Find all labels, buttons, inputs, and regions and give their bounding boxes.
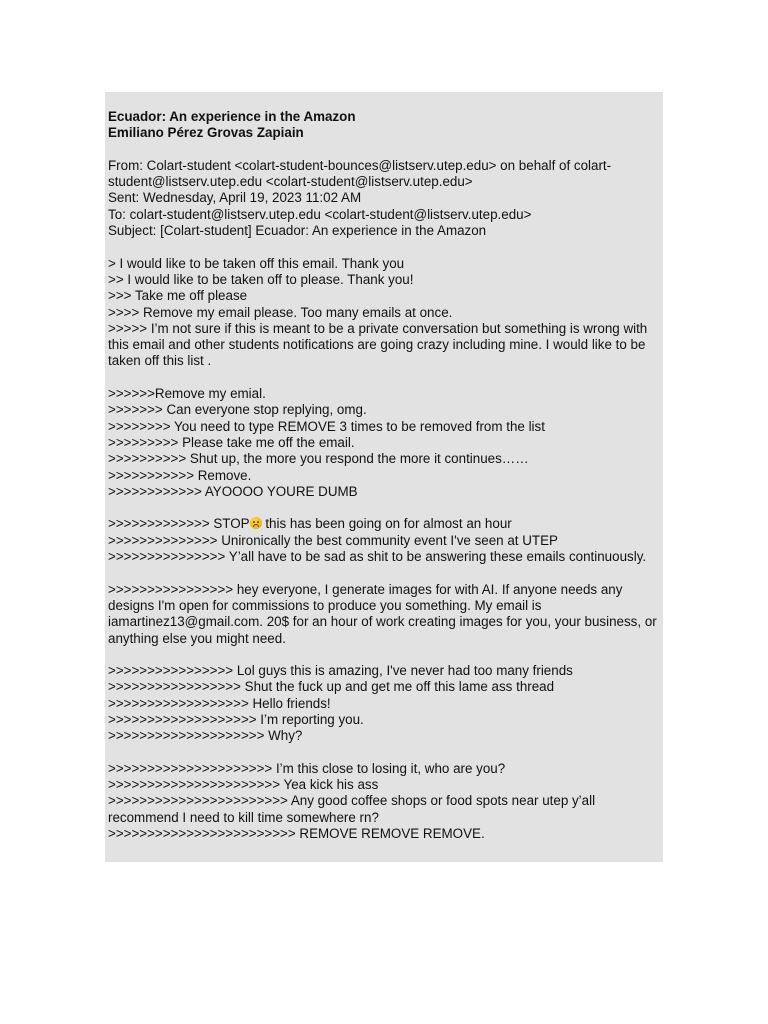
reply-line: >>>>>>>>>>>>>> Unironically the best community event I've seen at UTEP (108, 532, 558, 548)
reply-group-6 (108, 761, 660, 842)
reply-line: >>>>>>>>>>>>>>> Y’all have to be sad as shit to be answering these emails continuously. (108, 549, 647, 565)
reply-line: >>>>>>>>>>>>>>>>>>>>>>>> REMOVE REMOVE REMOVE. (108, 826, 485, 842)
reply-line: >> I would like to be taken off to please. Thank you! (108, 271, 414, 287)
reply-line: >>>>>>>>>> Shut up, the more you respond the more it continues…… (108, 451, 529, 467)
reply-line: >>>>>>>> You need to type REMOVE 3 times to be removed from the list (108, 418, 545, 434)
reply-group-1 (108, 256, 660, 370)
reply-line: > I would like to be taken off this email. Thank you (108, 255, 405, 271)
reply-line: >>>>>>Remove my emial. (108, 386, 266, 402)
reply-line: >>>>>>>>>>>> AYOOOO YOURE DUMB (108, 483, 358, 499)
reply-line: >>>>>>>>>>> Remove. (108, 467, 252, 483)
email-to: To: colart-student@listserv.utep.edu <colart-student@listserv.utep.edu> (108, 206, 532, 222)
email-sent: Sent: Wednesday, April 19, 2023 11:02 AM (108, 190, 362, 206)
email-header (108, 158, 660, 239)
reply-line: >>>>>>> Can everyone stop replying, omg. (108, 402, 367, 418)
document-title: Ecuador: An experience in the Amazon (108, 109, 356, 124)
reply-line: >>>>>>>>>>>>>>>>>>>> Why? (108, 728, 303, 744)
reply-line: >>>>>>>>>>>>>>>>>>>>>> Yea kick his ass (108, 777, 379, 793)
email-from: From: Colart-student <colart-student-bounces@listserv.utep.edu> on behalf of colart-student@listserv.utep.edu <colart-student@listserv.utep.edu> (108, 157, 612, 190)
weary-face-emoji-icon (250, 517, 262, 529)
reply-line: >>>>>>>>>>>>>>>> hey everyone, I generate images for with AI. If anyone needs any designs I'm open for commissions to produce you something. My email is iamartinez13@gmail.com. 20$ for an hour of work creating images for you, your business, or anything else you might need. (108, 581, 657, 646)
document-heading (108, 109, 660, 142)
reply-line (108, 516, 660, 532)
reply-line: >>>>>>>>>>>>>>>> Lol guys this is amazing, I've never had too many friends (108, 663, 573, 679)
reply-text: this has been going on for almost an hour (261, 516, 512, 532)
reply-line: >>>>>>>>>>>>>>>>>>> I’m reporting you. (108, 711, 364, 727)
reply-group-4 (108, 582, 660, 647)
reply-line: >>>>>>>>> Please take me off the email. (108, 434, 355, 450)
reply-line: >>>>>>>>>>>>>>>>>>>>> I’m this close to losing it, who are you? (108, 760, 506, 776)
document-author: Emiliano Pérez Grovas Zapiain (108, 125, 304, 141)
reply-group-2 (108, 386, 660, 500)
reply-group-5 (108, 663, 660, 744)
reply-line: >>>> Remove my email please. Too many emails at once. (108, 304, 453, 320)
email-subject: Subject: [Colart-student] Ecuador: An experience in the Amazon (108, 223, 487, 239)
reply-line: >>> Take me off please (108, 288, 248, 304)
reply-text: >>>>>>>>>>>>> STOP (108, 516, 250, 532)
reply-line: >>>>>>>>>>>>>>>>> Shut the fuck up and get me off this lame ass thread (108, 679, 555, 695)
reply-line: >>>>>>>>>>>>>>>>>>>>>>> Any good coffee shops or food spots near utep y’all recommend I need to kill time somewhere rn? (108, 793, 596, 825)
reply-line: >>>>>>>>>>>>>>>>>> Hello friends! (108, 695, 331, 711)
reply-line: >>>>> I’m not sure if this is meant to be a private conversation but something is wrong with this email and other students notifications are going crazy including mine. I would like to be taken off this list . (108, 320, 648, 369)
reply-group-3 (108, 516, 660, 565)
document-page (105, 92, 663, 862)
